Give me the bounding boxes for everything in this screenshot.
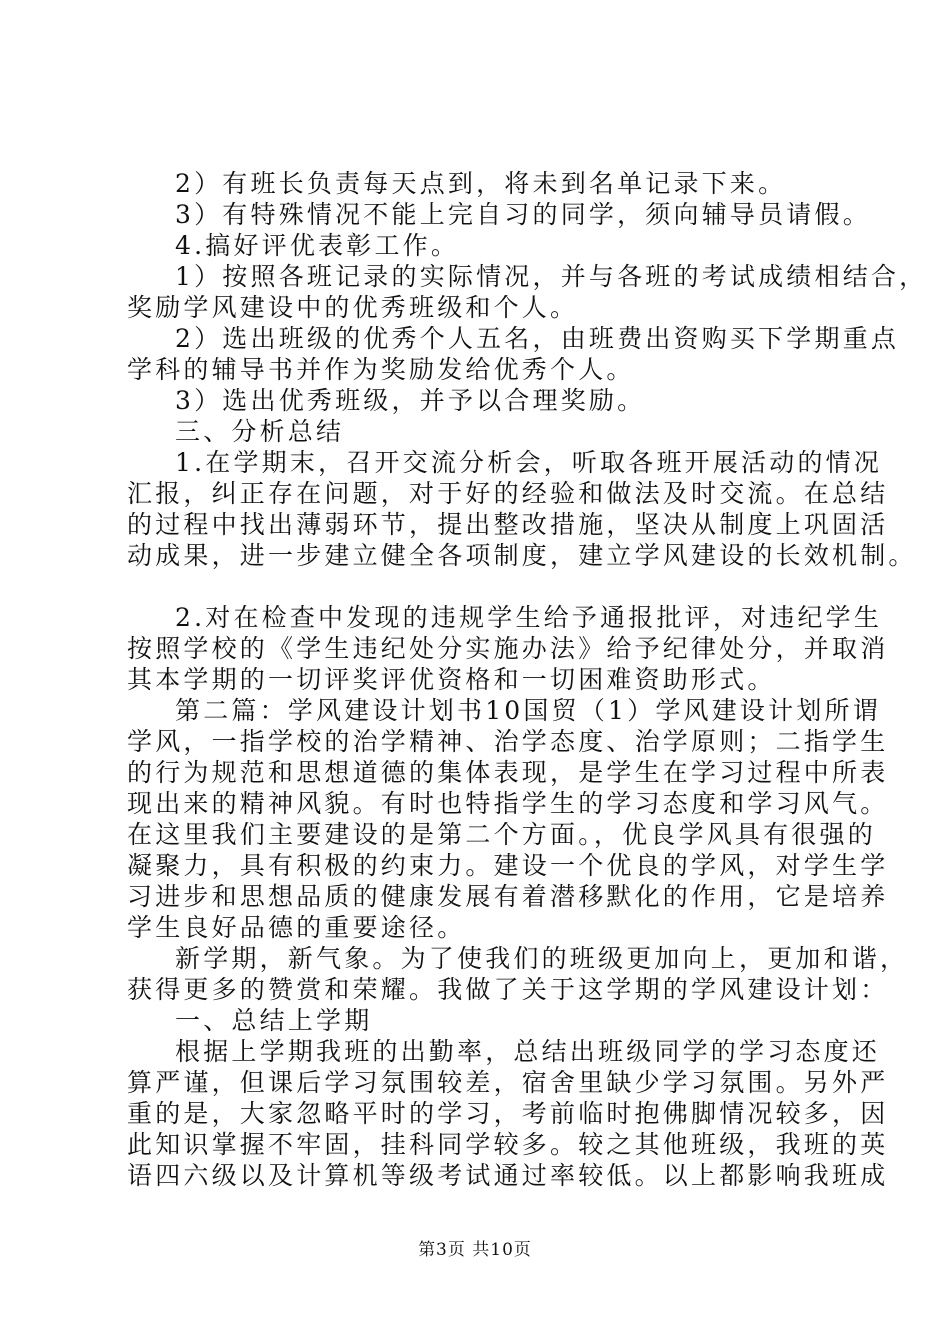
text-line: 2.对在检查中发现的违规学生给予通报批评，对违纪学生 (175, 603, 883, 632)
text-line: 奖励学风建设中的优秀班级和个人。 (127, 293, 579, 322)
document-body (127, 168, 928, 1191)
text-line: 1.在学期末，召开交流分析会，听取各班开展活动的情况 (175, 448, 883, 477)
text-line: 2）选出班级的优秀个人五名，由班费出资购买下学期重点 (175, 324, 900, 353)
text-line: 此知识掌握不牢固，挂科同学较多。较之其他班级，我班的英 (127, 1130, 889, 1159)
text-line: 学生良好品德的重要途径。 (127, 913, 466, 942)
text-line: 根据上学期我班的出勤率，总结出班级同学的学习态度还 (175, 1037, 881, 1066)
text-line: 获得更多的赞赏和荣耀。我做了关于这学期的学风建设计划： (127, 975, 889, 1004)
page-number-footer: 第3页 共10页 (418, 1240, 532, 1260)
text-line: 汇报，纠正存在问题，对于好的经验和做法及时交流。在总结 (127, 479, 889, 508)
text-line: 算严谨，但课后学习氛围较差，宿舍里缺少学习氛围。另外严 (127, 1068, 889, 1097)
text-line: 新学期，新气象。为了使我们的班级更加向上，更加和谐， (175, 944, 909, 973)
text-line: 习进步和思想品质的健康发展有着潜移默化的作用，它是培养 (127, 882, 889, 911)
text-line: 现出来的精神风貌。有时也特指学生的学习态度和学习风气。 (127, 789, 889, 818)
text-line: 重的是，大家忽略平时的学习，考前临时抱佛脚情况较多，因 (127, 1099, 889, 1128)
text-line: 动成果，进一步建立健全各项制度，建立学风建设的长效机制。 (127, 541, 917, 570)
text-line: 学科的辅导书并作为奖励发给优秀个人。 (127, 355, 635, 384)
text-line: 的过程中找出薄弱环节，提出整改措施，坚决从制度上巩固活 (127, 510, 889, 539)
paragraph-gap (127, 571, 832, 602)
text-line: 在这里我们主要建设的是第二个方面。，优良学风具有很强的 (127, 820, 876, 849)
section-heading: 一、总结上学期 (175, 1006, 373, 1035)
text-line: 1）按照各班记录的实际情况，并与各班的考试成绩相结合， (175, 262, 928, 291)
text-line: 其本学期的一切评奖评优资格和一切困难资助形式。 (127, 665, 776, 694)
section-heading: 三、分析总结 (175, 417, 345, 446)
text-line: 语四六级以及计算机等级考试通过率较低。以上都影响我班成 (127, 1161, 889, 1190)
text-line: 学风，一指学校的治学精神、治学态度、治学原则；二指学生 (127, 727, 889, 756)
text-line: 4.搞好评优表彰工作。 (175, 231, 460, 260)
text-line: 3）选出优秀班级，并予以合理奖励。 (175, 386, 646, 415)
text-line: 凝聚力，具有积极的约束力。建设一个优良的学风，对学生学 (127, 851, 889, 880)
text-line: 2）有班长负责每天点到，将未到名单记录下来。 (175, 169, 787, 198)
text-line: 的行为规范和思想道德的集体表现，是学生在学习过程中所表 (127, 758, 889, 787)
text-line: 按照学校的《学生违纪处分实施办法》给予纪律处分，并取消 (127, 634, 889, 663)
text-line: 第二篇：学风建设计划书10国贸（1）学风建设计划所谓 (175, 696, 881, 725)
text-line: 3）有特殊情况不能上完自习的同学，须向辅导员请假。 (175, 200, 871, 229)
